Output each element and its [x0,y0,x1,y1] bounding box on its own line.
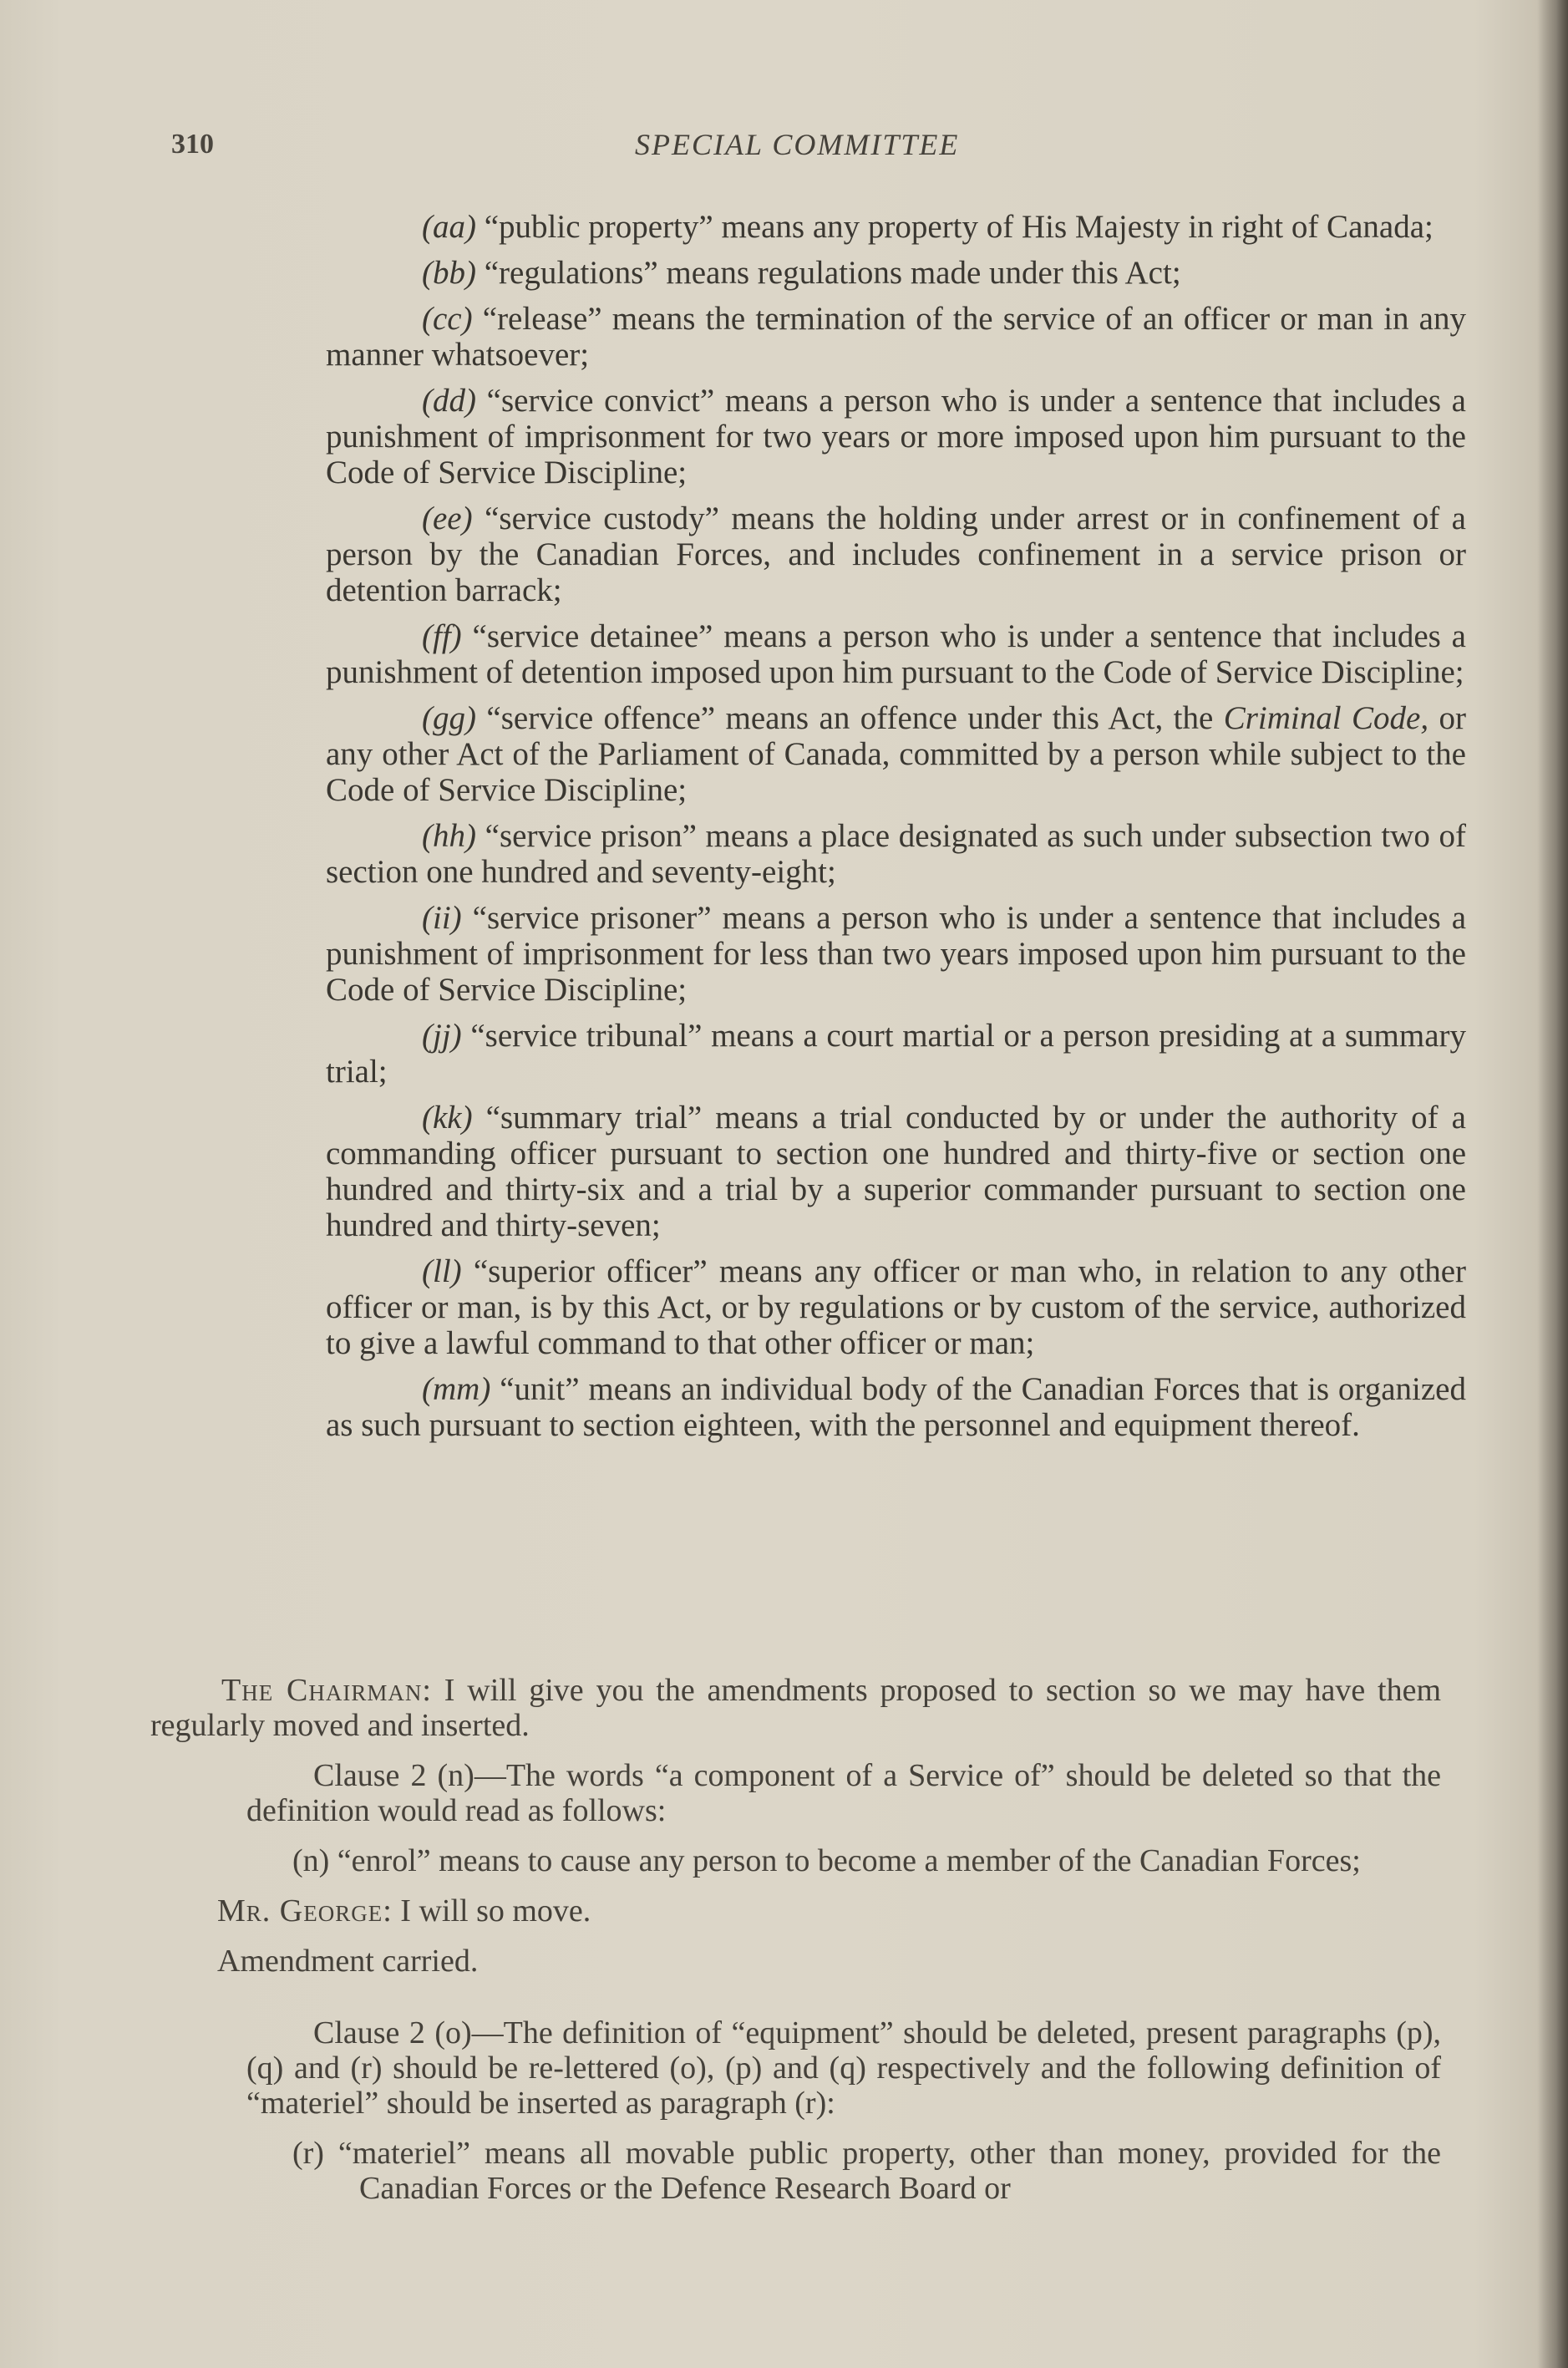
definition-text: “unit” means an individual body of the Canadian Forces that is organized as such pursuant to section eighteen, with the personnel and equipment thereof. [326,1371,1466,1443]
definition-ii [326,900,1466,1008]
definition-label: (jj) [422,1018,462,1054]
definitions-list [326,209,1466,1453]
page-number: 310 [171,129,214,160]
definition-ee [326,501,1466,608]
enrol-definition: (n) “enrol” means to cause any person to become a member of the Canadian Forces; [292,1843,1361,1878]
running-head: SPECIAL COMMITTEE [635,128,960,161]
definition-cc [326,301,1466,373]
definition-label: (ee) [422,501,473,536]
definition-ff [326,618,1466,690]
definition-ll [326,1253,1466,1361]
definition-text: “public property” means any property of His Majesty in right of Canada; [475,209,1434,245]
definition-label: (ll) [422,1253,462,1289]
page-header [0,125,1568,175]
definition-text: “service tribunal” means a court martial or a person presiding at a summary trial; [326,1018,1466,1090]
definition-bb [326,255,1466,291]
speech-text: I will give you the amendments proposed to section so we may have them regularly moved and inserted. [150,1673,1442,1743]
definition-label: (gg) [422,700,476,736]
speaker-name: The Chairman: [221,1673,432,1708]
definition-label: (dd) [422,383,476,419]
definition-gg [326,700,1466,808]
definition-label: (hh) [422,818,476,854]
clause-n-amendment: Clause 2 (n)—The words “a component of a Service of” should be deleted so that the definition would read as follows: [246,1758,1441,1828]
definition-text: “service detainee” means a person who is under a sentence that includes a punishment of detention imposed upon him pursuant to the Code of Service Discipline; [326,618,1466,690]
definition-label: (aa) [422,209,476,245]
definition-text: “summary trial” means a trial conducted by or under the authority of a commanding officer pursuant to section one hundred and thirty-five or section one hundred and thirty-six and a trial by a superior commander pursuant to section one hundred and thirty-seven; [326,1100,1466,1243]
definition-aa [326,209,1466,245]
definition-text: “service offence” means an offence under this Act, the [475,700,1224,736]
definition-text: “service convict” means a person who is under a sentence that includes a punishment of imprisonment for two years or more imposed upon him pursuant to the Code of Service Discipline; [326,383,1466,490]
definition-text: “service prisoner” means a person who is under a sentence that includes a punishment of imprisonment for less than two years imposed upon him pursuant to the Code of Service Discipline; [326,900,1466,1008]
definition-jj [326,1018,1466,1090]
definition-hh [326,818,1466,890]
definition-text: “superior officer” means any officer or man who, in relation to any other officer or man, is by this Act, or by regulations or by custom of the service, authorized to give a lawful command to that other officer or man; [326,1253,1466,1361]
definition-label: (kk) [422,1100,473,1136]
definition-label: (ii) [422,900,462,936]
definition-label: (bb) [422,255,476,291]
amendment-result: Amendment carried. [217,1944,479,1979]
definition-text: “service prison” means a place designated as such under subsection two of section one hundred and seventy-eight; [326,818,1466,890]
definition-label: (mm) [422,1371,491,1407]
clause-o-amendment: Clause 2 (o)—The definition of “equipment” should be deleted, present paragraphs (p), (q) and (r) should be re-lettered (o), (p) and (q) respectively and the following definition of “materiel” should be inserted as paragraph (r): [246,2015,1441,2121]
page-edge-shadow [1538,0,1568,2368]
george-statement [217,1893,1441,1928]
speaker-name: Mr. George: [217,1893,393,1928]
definition-text: or any other Act of the Parliament of Canada, committed by a person while subject to the Code of Service Discipline; [326,700,1466,808]
speech-text: I will so move. [392,1893,591,1928]
definition-label: (ff) [422,618,462,654]
materiel-definition: (r) “materiel” means all movable public property, other than money, provided for the Canadian Forces or the Defence Research Board or [292,2136,1441,2206]
definition-mm [326,1371,1466,1443]
definition-kk [326,1100,1466,1243]
chairman-statement [150,1673,1441,1743]
definition-italic-title: Criminal Code, [1223,700,1429,736]
definition-text: “release” means the termination of the service of an officer or man in any manner whatsoever; [326,301,1466,373]
definition-text: “service custody” means the holding under arrest or in confinement of a person by the Canadian Forces, and includes confinement in a service prison or detention barrack; [326,501,1466,608]
committee-discussion [150,1673,1441,2221]
definition-dd [326,383,1466,490]
definition-text: “regulations” means regulations made under this Act; [475,255,1181,291]
definition-label: (cc) [422,301,473,337]
